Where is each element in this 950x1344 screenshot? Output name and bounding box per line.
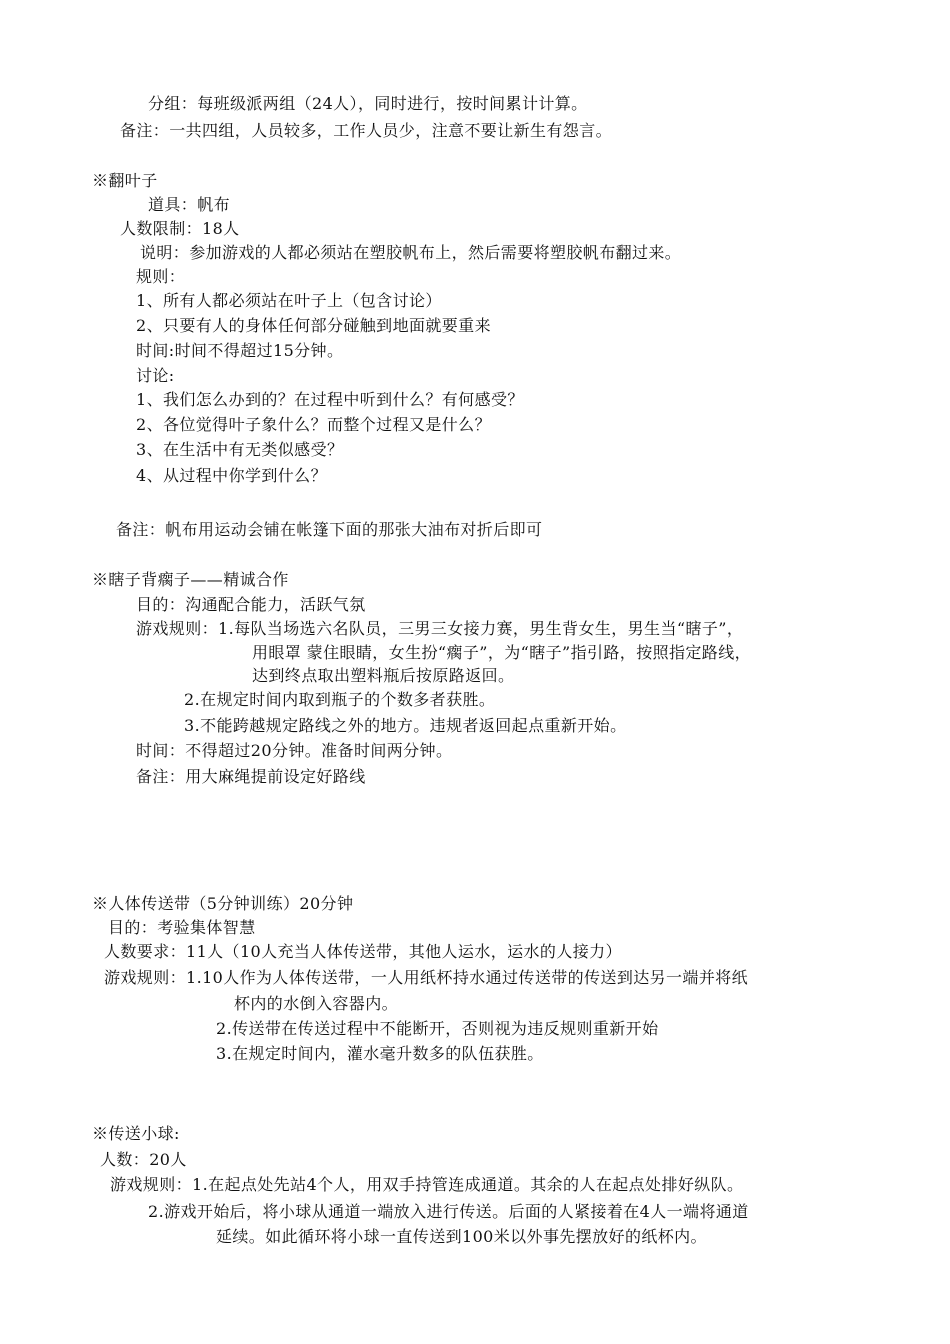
pass-ball-rule1: 游戏规则：1.在起点处先站4个人，用双手持管连成通道。其余的人在起点处排好纵队。	[110, 1175, 744, 1194]
blind-lame-goal: 目的：沟通配合能力，活跃气氛	[136, 595, 366, 614]
flip-leaf-rules-heading: 规则：	[136, 267, 186, 286]
flip-leaf-rule: 1、所有人都必须站在叶子上（包含讨论）	[136, 291, 442, 310]
blind-lame-rule2: 2.在规定时间内取到瓶子的个数多者获胜。	[184, 690, 496, 709]
blind-lame-rule1-line3: 达到终点取出塑料瓶后按原路返回。	[252, 666, 515, 685]
blind-lame-rule1-line2: 用眼罩 蒙住眼睛，女生扮“瘸子”，为“瞎子”指引路，按照指定路线，	[252, 643, 752, 662]
flip-leaf-discussion-item: 3、在生活中有无类似感受？	[136, 440, 344, 459]
blind-lame-note: 备注：用大麻绳提前设定好路线	[136, 767, 366, 786]
grouping-line: 分组：每班级派两组（24人），同时进行，按时间累计计算。	[148, 94, 588, 113]
conveyor-rule3: 3.在规定时间内，灌水毫升数多的队伍获胜。	[216, 1044, 544, 1063]
flip-leaf-limit: 人数限制：18人	[120, 219, 240, 238]
flip-leaf-discussion-item: 4、从过程中你学到什么？	[136, 466, 327, 485]
intro-note: 备注：一共四组，人员较多，工作人员少，注意不要让新生有怨言。	[120, 121, 613, 140]
flip-leaf-note: 备注：帆布用运动会铺在帐篷下面的那张大油布对折后即可	[116, 520, 543, 539]
flip-leaf-time: 时间:时间不得超过15分钟。	[136, 341, 344, 360]
blind-lame-time: 时间：不得超过20分钟。准备时间两分钟。	[136, 741, 453, 760]
blind-lame-rule1-line1: 游戏规则：1.每队当场选六名队员，三男三女接力赛，男生背女生，男生当“瞎子”，	[136, 619, 744, 638]
conveyor-rule1-line1: 游戏规则：1.10人作为人体传送带，一人用纸杯持水通过传送带的传送到达另一端并将纸	[104, 968, 749, 987]
blind-lame-title: ※瞎子背瘸子——精诚合作	[92, 570, 289, 589]
flip-leaf-discussion-heading: 讨论:	[136, 366, 175, 385]
flip-leaf-props: 道具：帆布	[148, 195, 231, 214]
conveyor-title: ※人体传送带（5分钟训练）20分钟	[92, 894, 354, 913]
blind-lame-rule3: 3.不能跨越规定路线之外的地方。违规者返回起点重新开始。	[184, 716, 627, 735]
pass-ball-title: ※传送小球:	[92, 1124, 180, 1143]
flip-leaf-title: ※翻叶子	[92, 171, 158, 190]
pass-ball-rule2-line1: 2.游戏开始后，将小球从通道一端放入进行传送。后面的人紧接着在4人一端将通道	[148, 1202, 749, 1221]
flip-leaf-description: 说明：参加游戏的人都必须站在塑胶帆布上，然后需要将塑胶帆布翻过来。	[140, 243, 682, 262]
conveyor-requirement: 人数要求：11人（10人充当人体传送带，其他人运水，运水的人接力）	[104, 942, 622, 961]
flip-leaf-discussion-item: 1、我们怎么办到的？在过程中听到什么？有何感受？	[136, 390, 524, 409]
pass-ball-count: 人数：20人	[100, 1150, 187, 1169]
flip-leaf-rule: 2、只要有人的身体任何部分碰触到地面就要重来	[136, 316, 491, 335]
pass-ball-rule2-line2: 延续。如此循环将小球一直传送到100米以外事先摆放好的纸杯内。	[216, 1227, 707, 1246]
flip-leaf-discussion-item: 2、各位觉得叶子象什么？而整个过程又是什么？	[136, 415, 491, 434]
conveyor-rule2: 2.传送带在传送过程中不能断开，否则视为违反规则重新开始	[216, 1019, 659, 1038]
conveyor-goal: 目的：考验集体智慧	[108, 918, 256, 937]
conveyor-rule1-line2: 杯内的水倒入容器内。	[234, 994, 399, 1013]
